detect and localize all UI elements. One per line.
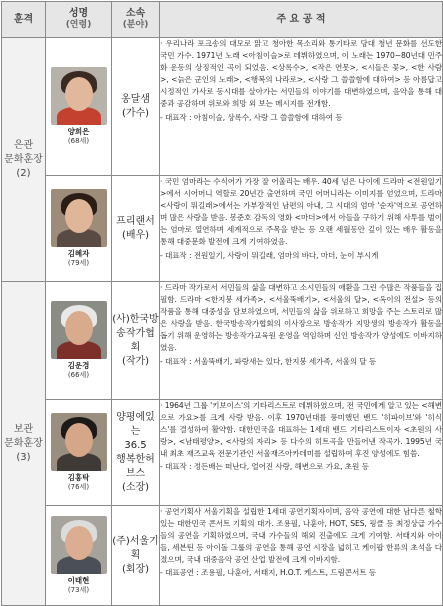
achievements-cell: [160, 400, 443, 506]
achievement-text: · 우리나라 포크송의 대모로 맑고 청아한 목소리와 통기타로 당대 청년 문화를 선도한 국민 가수. 1971년 노래 <아침이슬>로 데뷔하였으며, 이 노래는 1970~80년대 민주화 운동의 상징적인 곡이 되었음. <상록수>, <작은 연못>, <시들은 꽃>, <한 사람>, <늙은 군인의 노래>, <행복의 나라로>, <사랑 그 쓸쓸함에 대하여> 등 아름답고 시정적인 가사로 동시대를 살아가는 서민들의 이야기를 대변하였으며, 음악을 통해 대중과 공감하며 위로와 희망 외 보는 메시지를 전개함.: [160, 39, 442, 109]
affiliation-cell: (주)서울기획 (회장): [112, 506, 160, 606]
medal-cell: [2, 38, 46, 282]
achievements-cell: [160, 176, 443, 282]
recipient-age: (66세): [67, 371, 90, 379]
recipient-age: (73세): [67, 586, 90, 594]
recipient-cell: [46, 176, 112, 282]
header-row: [2, 2, 443, 38]
recipient-photo: [51, 413, 107, 471]
award-row: [2, 506, 443, 606]
recipient-name: 김홍탁: [67, 473, 90, 482]
achievements-cell: [160, 282, 443, 400]
recipient-cell: [46, 506, 112, 606]
achievement-text: · 드라마 작가로서 서민들의 삶을 대변하고 소시민들의 애환을 그린 수많은 작품들을 집필함. 드라마 <한지붕 세가족>, <서울뚝배기>, <서울의 달>, <옥이의 전설> 등의 작품을 통해 대중성을 담보하였으며, 서민들의 삶을 위로하고 희망을 주는 스토리로 많은 사랑을 받음. 한국방송작가협회의 이사장으로 방송작가 지망생의 방송작가 활동을 돕기 위해 운영하는 방송작가교육원 운영을 역임하며 신인 방송작가 양성에도 이바지하였음.: [160, 283, 442, 353]
representative-works: - 대표작 : 서울뚝배기, 파랑새는 있다, 한지붕 세가족, 서울의 달 등: [160, 356, 377, 366]
photo-face: [65, 199, 93, 233]
representative-works: - 대표작 : 전원일기, 사랑이 뭐길래, 엄마의 바다, 마더, 눈이 부시게: [160, 250, 379, 260]
medal-count: (3): [16, 451, 31, 463]
representative-works: - 대표작 : 정든배는 떠난다, 얼어진 사랑, 해변으로 가요, 초원 등: [160, 462, 369, 472]
recipient-age: (76세): [67, 483, 90, 491]
medal-cell: [2, 282, 46, 606]
recipient-photo: [51, 189, 107, 247]
recipient-age: (68세): [67, 137, 90, 145]
representative-works: - 대표공연 : 조용필, 나훈아, 서태지, H.O.T. 케스트, 드림콘서트 등: [160, 568, 376, 578]
affiliation-cell: (사)한국방 송작가협회 (작가): [112, 282, 160, 400]
award-row: [2, 400, 443, 506]
recipient-photo: [51, 516, 107, 574]
photo-face: [65, 311, 93, 345]
recipient-photo: [51, 67, 107, 125]
header-name: 성명 (연령): [46, 2, 112, 38]
awards-table: [1, 1, 443, 606]
affiliation-cell: 옹달샘 (가수): [112, 38, 160, 176]
award-row: [2, 38, 443, 176]
recipient-photo: [51, 301, 107, 359]
achievement-text: · 1964년 그룹 '키보이스'의 기타리스트로 데뷔하였으며, 전 국민에게 알고 있는 <해변으로 가요>를 크게 사랑 받음. 이후 1970년대를 풍미했던 밴드 '히파이브'와 '히식스'를 결성하여 활약함. 대한민국을 대표하는 1세대 밴드 기타리스트이자 <초원의 사랑>, <남태평양>, <사랑의 자리> 등 다수의 히트곡을 만들어낸 작곡가. 1995년 국내 최초 재즈교육 전문기관인 서울재즈아카데미를 설립하여 후진 양성에도 힘씀.: [160, 401, 442, 459]
achievement-text: · 공연기획사 서울기획을 설립한 1세대 공연기획자이며, 음악 공연에 대한 남다른 철학 있는 대한민국 콘서트 기획의 대가. 조용필, 나훈아, HOT, SES, 핑클 등 최정상급 가수들의 공연을 기획하였으며, 국내 가수들의 해외 진출에도 크게 기여함. 서태지와 아이들, 세븐틴 등 아이돌 그룹의 공연을 통해 공연 시장을 넓히고 케이팝 한류의 초석을 다졌으며, 국내 대중음악 공연 산업 발전에 크게 이바지함.: [160, 507, 442, 565]
achievements-cell: [160, 38, 443, 176]
medal-count: (2): [16, 167, 31, 179]
recipient-name: 양희은: [67, 127, 90, 136]
header-medal: 훈격: [2, 2, 46, 38]
photo-face: [65, 77, 93, 111]
recipient-name: 김운경: [67, 361, 90, 370]
recipient-cell: [46, 400, 112, 506]
recipient-name: 이태현: [67, 576, 90, 585]
recipient-name: 김혜자: [67, 249, 90, 258]
header-org: 소속 (분야): [112, 2, 160, 38]
recipient-cell: [46, 282, 112, 400]
award-row: [2, 282, 443, 400]
achievement-text: · 국민 엄마라는 수식어가 가장 잘 어울리는 배우. 40세 넘은 나이에 드라마 <전원일기>에서 시어머니 역할로 20년간 출연하며 국민 어머니라는 이미지를 얻었으며, 드라마 <사랑이 뭐길래>에서는 가부장적인 남편의 아내, 그 시대의 엄마 '순자'역으로 공연하며 많은 사랑을 받음. 봉준호 감독의 영화 <마더>에서 아들을 구하기 위해 사투를 벌이는 엄마로 열연하며 세계적으로 주목을 받는 등 오랜 세월동안 깊이 있는 배우 활동을 통해 대중문화 발전에 크게 기여하였음.: [160, 177, 442, 247]
medal-title: 은관 문화훈장: [4, 139, 43, 165]
achievements-cell: [160, 506, 443, 606]
recipient-age: (79세): [67, 259, 90, 267]
photo-face: [65, 526, 93, 560]
recipient-cell: [46, 38, 112, 176]
affiliation-cell: 양평에있는 36.5 행복한허브스 (소장): [112, 400, 160, 506]
medal-title: 보관 문화훈장: [4, 423, 43, 449]
header-achievements: 주 요 공 적: [160, 2, 443, 38]
photo-face: [65, 423, 93, 457]
representative-works: - 대표작 : 아침이슬, 상록수, 사랑 그 쓸쓸함에 대하여 등: [160, 112, 343, 122]
affiliation-cell: 프리랜서 (배우): [112, 176, 160, 282]
award-row: [2, 176, 443, 282]
